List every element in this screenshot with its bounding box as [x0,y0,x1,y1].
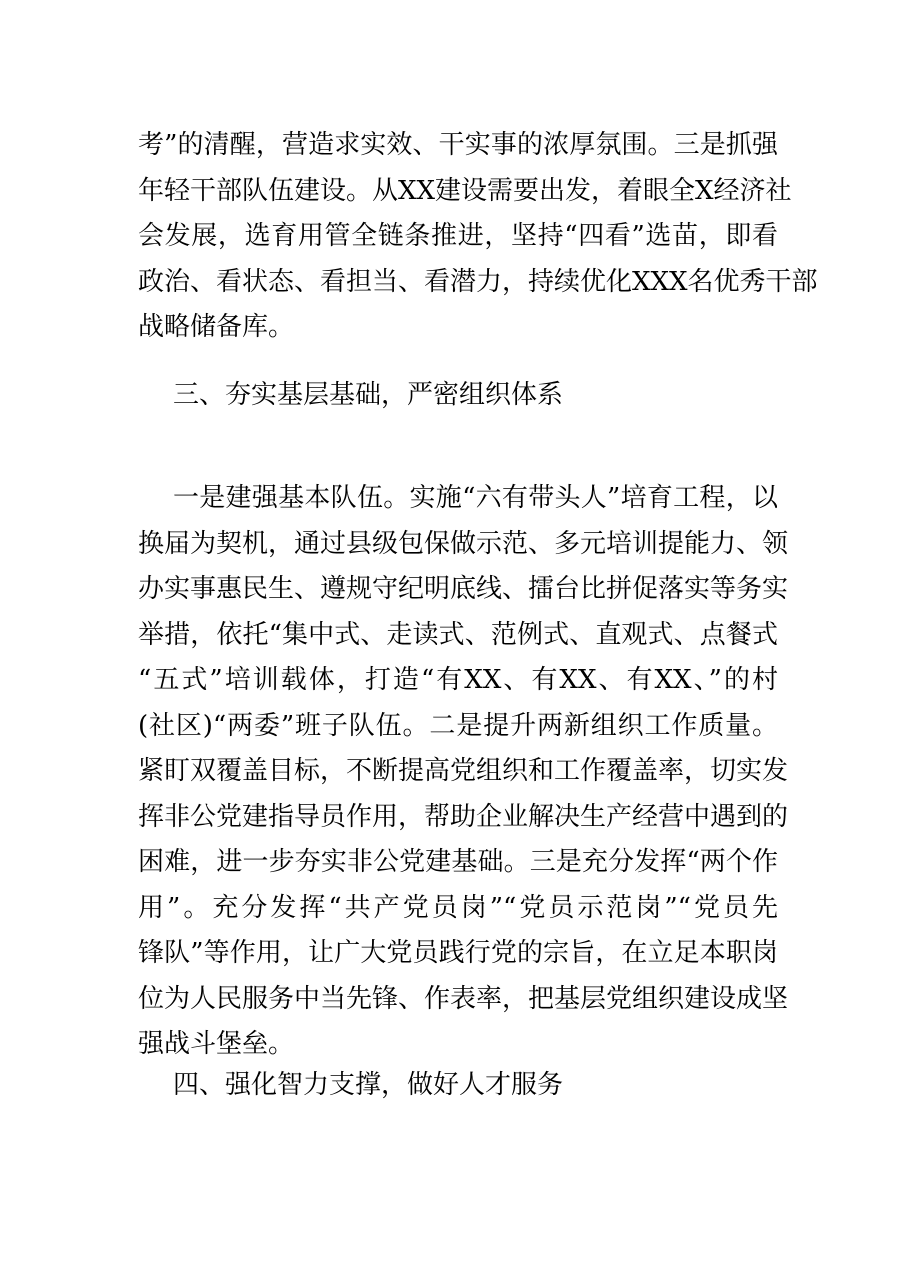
text-line: 考”的清醒，营造求实效、干实事的浓厚氛围。三是抓强 [138,130,778,160]
text-line: 位为人民服务中当先锋、作表率，把基层党组织建设成坚 [138,983,789,1014]
section-heading-4 [138,1063,778,1109]
text-line: 换届为契机，通过县级包保做示范、多元培训提能力、领 [138,528,789,559]
paragraph-cadre-team [138,123,818,351]
text-line: 困难，进一步夯实非公党建基础。三是充分发挥“两个作 [138,847,778,877]
text-line: 挥非公党建指导员作用，帮助企业解决生产经营中遇到的 [138,801,789,832]
section-heading-3 [138,373,778,419]
text-line: 举措，依托“集中式、走读式、范例式、直观式、点餐式 [138,619,778,650]
text-line: 战略储备库。 [138,312,295,342]
heading-text: 四、强化智力支撑，做好人才服务 [173,1070,564,1100]
text-line: 用”。充分发挥“共产党员岗”“党员示范岗”“党员先 [138,892,778,923]
text-line: 会发展，选育用管全链条推进，坚持“四看”选苗，即看 [138,221,778,251]
text-line: “五式”培训载体，打造“有XX、有XX、有XX、”的村 [138,665,778,695]
text-line: 一是建强基本队伍。实施“六有带头人”培育工程，以 [173,483,778,513]
text-line: 紧盯双覆盖目标，不断提高党组织和工作覆盖率，切实发 [138,756,789,786]
text-line: 锋队”等作用，让广大党员践行党的宗旨，在立足本职岗 [138,938,778,968]
text-line: (社区)“两委”班子队伍。二是提升两新组织工作质量。 [138,710,778,741]
text-line: 年轻干部队伍建设。从XX建设需要出发，着眼全X经济社 [138,175,792,206]
text-line: 强战斗堡垒。 [138,1029,295,1059]
text-line: 政治、看状态、看担当、看潜力，持续优化XXX名优秀干部 [138,266,818,297]
heading-text: 三、夯实基层基础，严密组织体系 [173,380,564,410]
paragraph-grassroots [138,476,789,1068]
text-line: 办实事惠民生、遵规守纪明底线、擂台比拼促落实等务实 [138,574,789,604]
